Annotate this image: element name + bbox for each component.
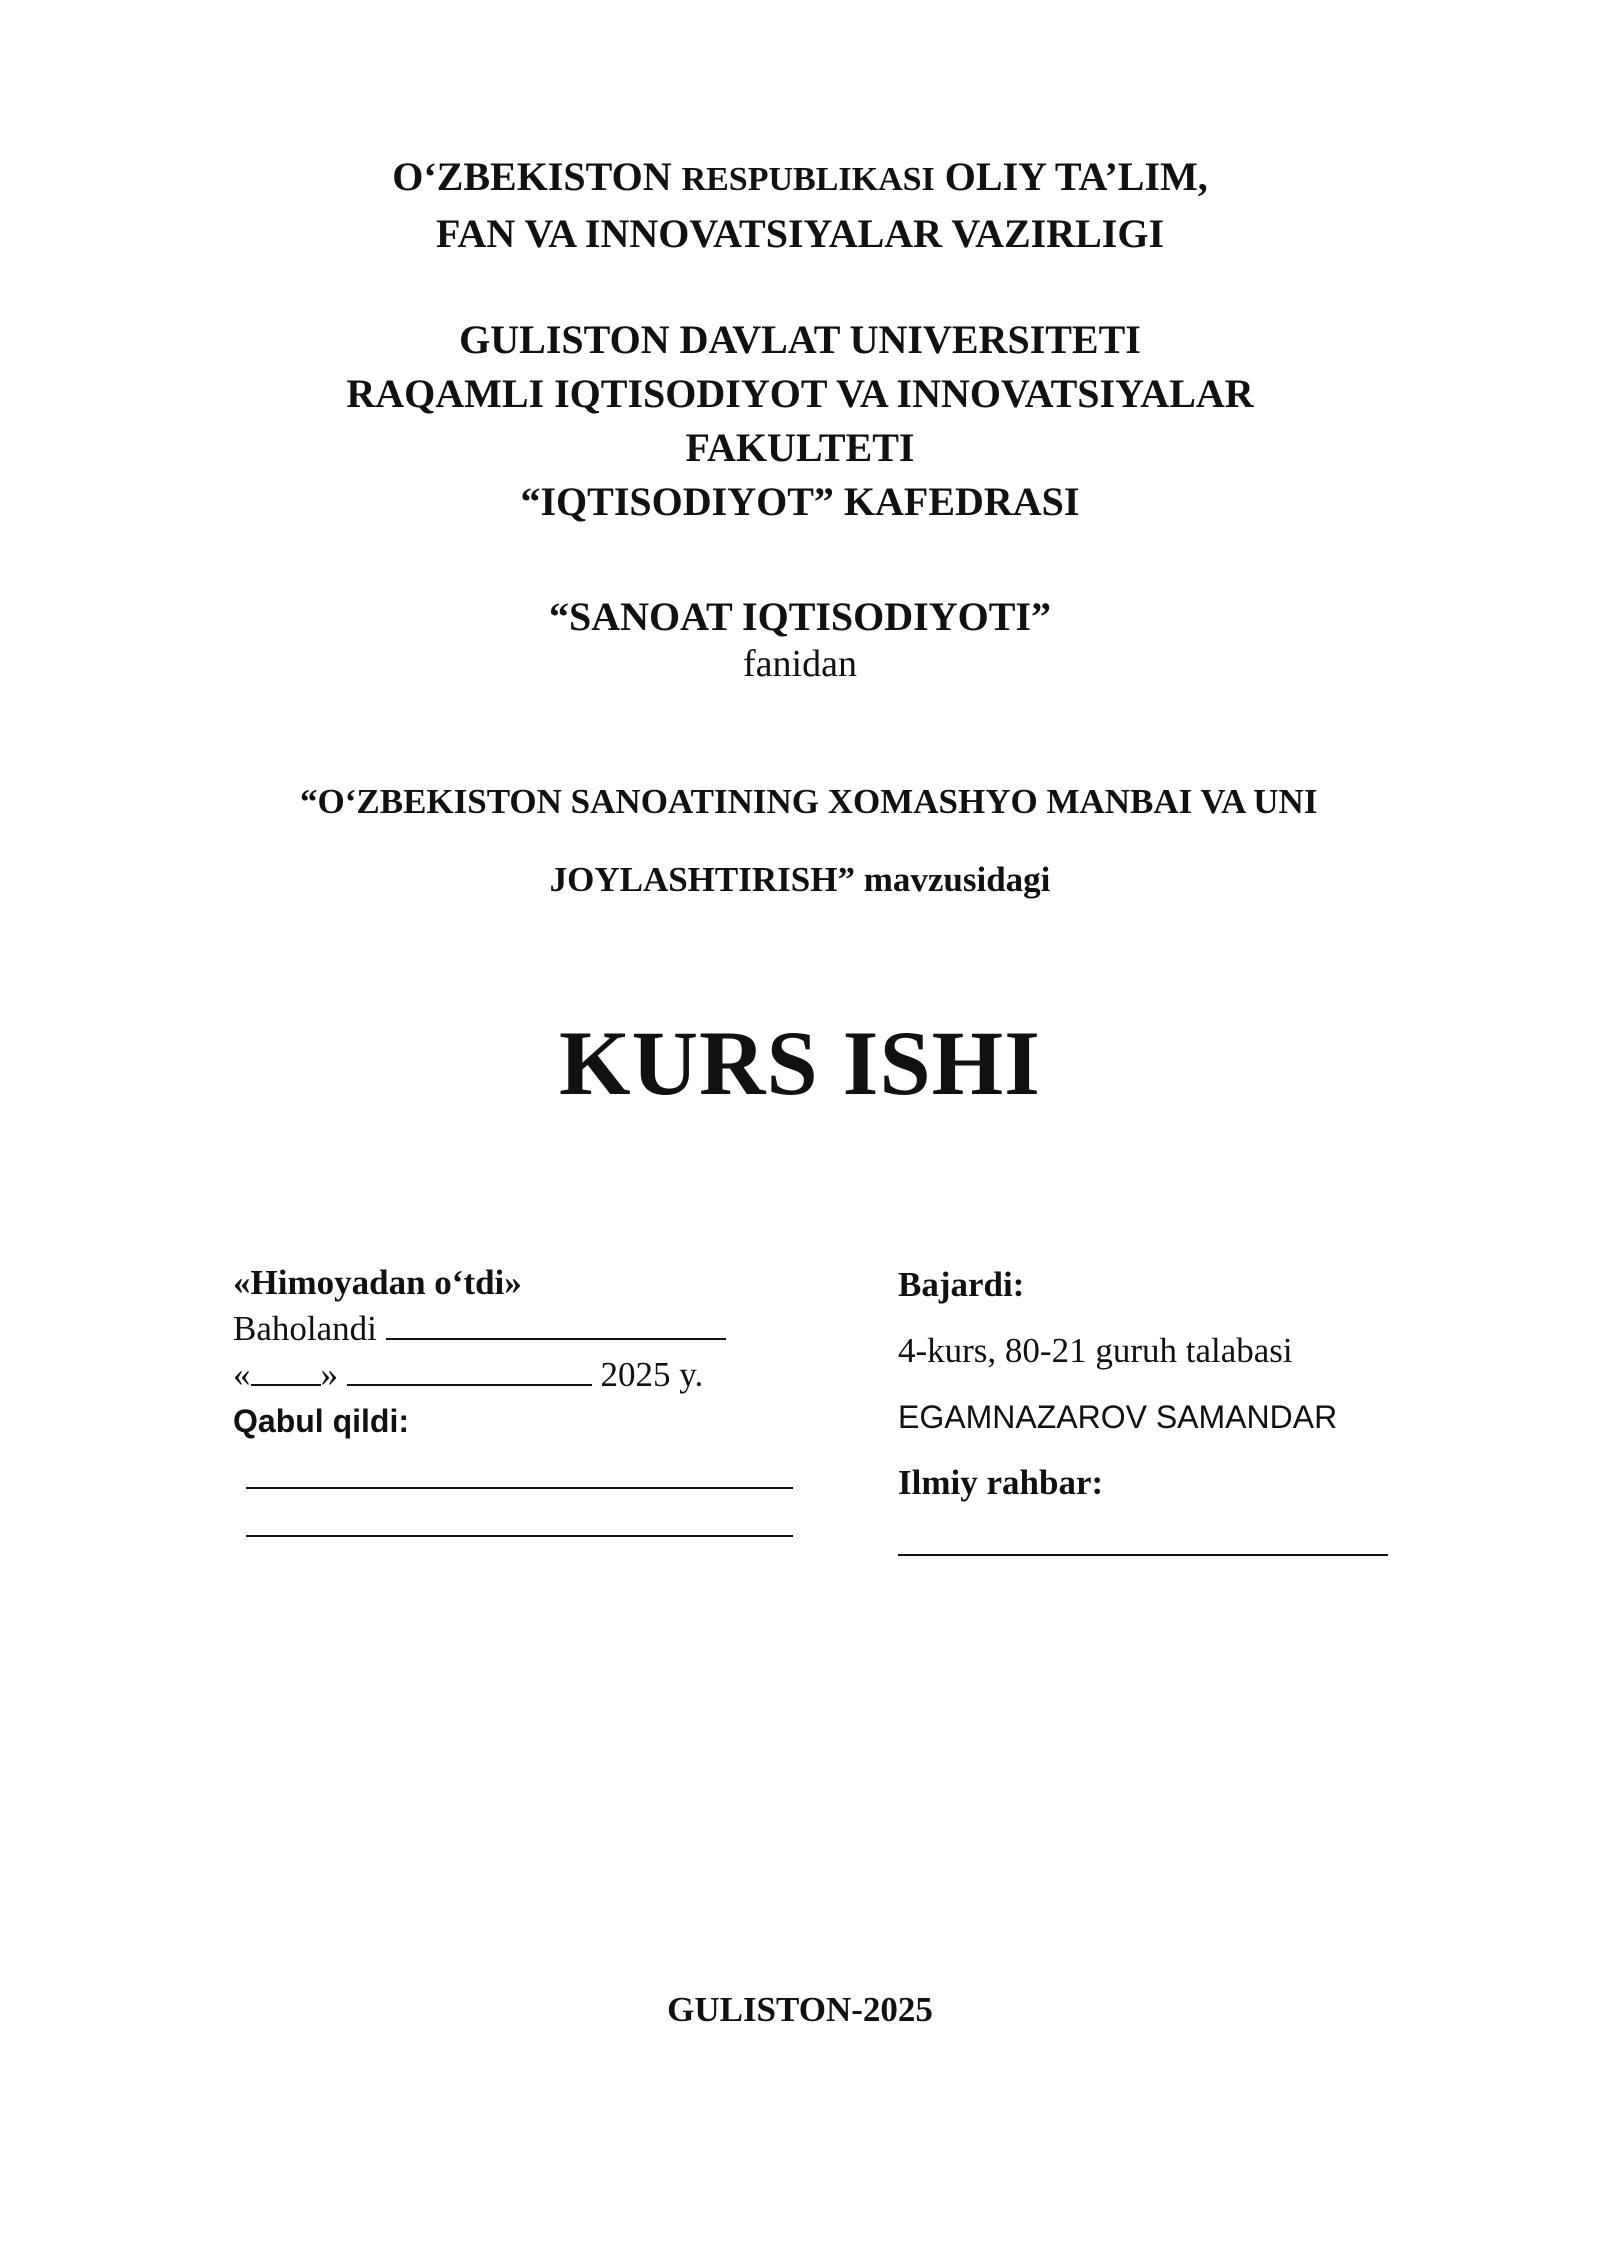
defense-label: «Himoyadan o‘tdi»	[233, 1263, 522, 1302]
grade-label: Baholandi	[233, 1309, 377, 1348]
date-row	[233, 1352, 853, 1398]
university-name: GULISTON DAVLAT UNIVERSITETI	[459, 317, 1141, 362]
day-blank-line	[251, 1352, 321, 1386]
accepted-label: Qabul qildi:	[233, 1403, 409, 1439]
accepted-blank-line-2	[246, 1535, 793, 1537]
ministry-line-1-part-c: OLIY TA’LIM,	[934, 154, 1208, 199]
supervisor-blank-line	[898, 1554, 1388, 1556]
ministry-header	[0, 150, 1600, 261]
subject-name: “SANOAT IQTISODIYOTI”	[549, 594, 1051, 639]
department-name: “IQTISODIYOT” KAFEDRASI	[520, 479, 1080, 524]
university-header	[0, 313, 1600, 529]
topic-line-2: JOYLASHTIRISH” mavzusidagi	[549, 860, 1051, 899]
faculty-line-2: FAKULTETI	[685, 425, 915, 470]
subject-suffix: fanidan	[743, 643, 857, 685]
date-year: 2025 y.	[600, 1355, 704, 1394]
grade-blank-line	[386, 1306, 726, 1340]
ministry-line-2: FAN VA INNOVATSIYALAR VAZIRLIGI	[435, 211, 1165, 256]
ministry-line-1-part-a: O‘ZBEKISTON	[392, 154, 682, 199]
done-by-label: Bajardi:	[898, 1265, 1025, 1304]
faculty-line-1: RAQAMLI IQTISODIYOT VA INNOVATSIYALAR	[346, 371, 1254, 416]
date-open-quote: «	[233, 1355, 251, 1394]
date-close-quote: »	[320, 1355, 338, 1394]
student-name: EGAMNAZAROV SAMANDAR	[898, 1399, 1338, 1435]
ministry-line-1-part-b: RESPUBLIKASI	[681, 161, 935, 198]
document-title: KURS ISHI	[559, 1012, 1041, 1114]
grade-row	[233, 1306, 853, 1352]
month-blank-line	[347, 1352, 592, 1386]
defense-block	[233, 1260, 853, 1444]
footer-city-year: GULISTON-2025	[667, 1990, 933, 2029]
author-block	[898, 1252, 1538, 1516]
ministry-line-1	[0, 150, 1600, 207]
supervisor-label: Ilmiy rahbar:	[898, 1463, 1104, 1502]
accepted-blank-line-1	[246, 1487, 793, 1489]
topic-line-1: “O‘ZBEKISTON SANOATINING XOMASHYO MANBAI VA UNI	[300, 782, 1318, 821]
student-info: 4-kurs, 80-21 guruh talabasi	[898, 1331, 1293, 1370]
